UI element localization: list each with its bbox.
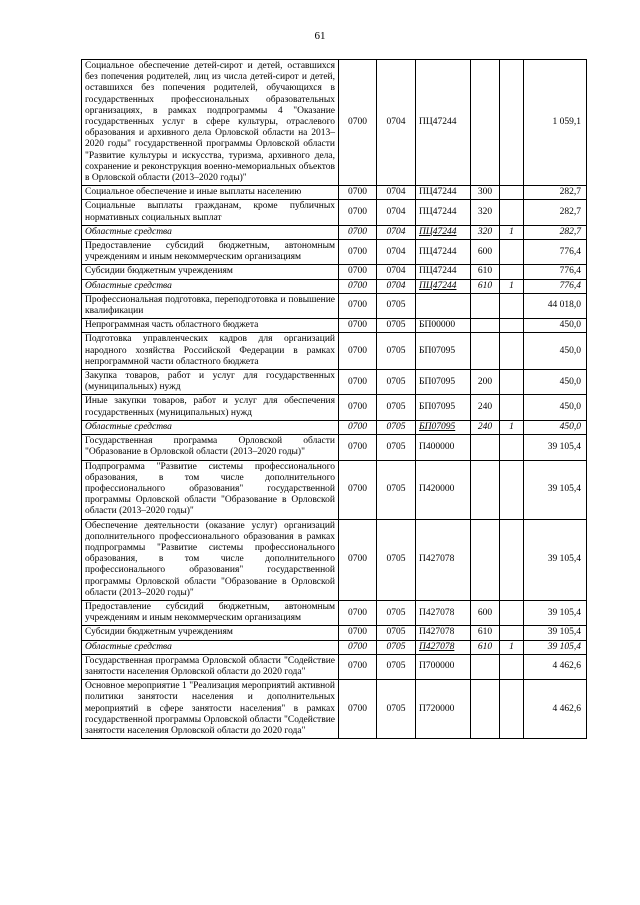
row-amount: 450,0 <box>524 370 587 395</box>
row-subsection: 0704 <box>377 186 416 200</box>
row-expense-type: 610 <box>471 626 500 640</box>
row-subsection: 0705 <box>377 626 416 640</box>
row-source <box>500 680 524 739</box>
row-amount: 450,0 <box>524 420 587 434</box>
row-target: ПЦ47244 <box>416 279 471 293</box>
row-name: Профессиональная подготовка, переподготовка и повышение квалификации <box>82 293 339 318</box>
row-section: 0700 <box>339 200 377 225</box>
row-target: П427078 <box>416 600 471 625</box>
row-subsection: 0705 <box>377 519 416 600</box>
row-source <box>500 460 524 519</box>
row-expense-type: 610 <box>471 640 500 654</box>
row-source <box>500 519 524 600</box>
row-source <box>500 370 524 395</box>
row-section: 0700 <box>339 460 377 519</box>
row-section: 0700 <box>339 519 377 600</box>
row-expense-type <box>471 654 500 679</box>
row-subsection: 0705 <box>377 293 416 318</box>
row-subsection: 0704 <box>377 240 416 265</box>
row-target: ПЦ47244 <box>416 240 471 265</box>
row-expense-type <box>471 319 500 333</box>
row-amount: 450,0 <box>524 333 587 370</box>
row-section: 0700 <box>339 600 377 625</box>
row-amount: 39 105,4 <box>524 435 587 460</box>
row-amount: 39 105,4 <box>524 640 587 654</box>
row-amount: 776,4 <box>524 240 587 265</box>
row-name: Подпрограмма "Развитие системы профессионального образования, в том числе дополнительного профессионального образования" государственной программы Орловской области "Образование в Орловской области (2013–2020 годы)" <box>82 460 339 519</box>
row-amount: 4 462,6 <box>524 680 587 739</box>
page-number: 61 <box>314 30 326 42</box>
row-section: 0700 <box>339 680 377 739</box>
row-section: 0700 <box>339 654 377 679</box>
row-expense-type <box>471 293 500 318</box>
row-section: 0700 <box>339 240 377 265</box>
row-target: П420000 <box>416 460 471 519</box>
row-source <box>500 600 524 625</box>
row-source <box>500 626 524 640</box>
row-subsection: 0705 <box>377 319 416 333</box>
row-expense-type: 300 <box>471 186 500 200</box>
row-expense-type <box>471 460 500 519</box>
row-source <box>500 240 524 265</box>
row-subsection: 0705 <box>377 370 416 395</box>
row-amount: 282,7 <box>524 225 587 239</box>
row-section: 0700 <box>339 186 377 200</box>
row-target: П720000 <box>416 680 471 739</box>
table-row <box>82 240 587 265</box>
row-expense-type: 320 <box>471 200 500 225</box>
row-section: 0700 <box>339 435 377 460</box>
row-source <box>500 293 524 318</box>
table-row <box>82 293 587 318</box>
row-target: БП00000 <box>416 319 471 333</box>
row-section: 0700 <box>339 626 377 640</box>
row-subsection: 0705 <box>377 680 416 739</box>
row-source <box>500 395 524 420</box>
row-name: Социальное обеспечение и иные выплаты населению <box>82 186 339 200</box>
row-amount: 1 059,1 <box>524 60 587 186</box>
table-row <box>82 265 587 279</box>
row-amount: 39 105,4 <box>524 460 587 519</box>
row-expense-type <box>471 680 500 739</box>
row-expense-type: 320 <box>471 225 500 239</box>
table-row <box>82 680 587 739</box>
row-name: Закупка товаров, работ и услуг для государственных (муниципальных) нужд <box>82 370 339 395</box>
row-name: Государственная программа Орловской области "Образование в Орловской области (2013–2020 годы)" <box>82 435 339 460</box>
table-row <box>82 420 587 434</box>
row-source <box>500 186 524 200</box>
row-expense-type: 610 <box>471 279 500 293</box>
row-subsection: 0704 <box>377 225 416 239</box>
row-source <box>500 265 524 279</box>
row-expense-type: 610 <box>471 265 500 279</box>
row-section: 0700 <box>339 60 377 186</box>
row-expense-type: 600 <box>471 600 500 625</box>
table-row <box>82 200 587 225</box>
row-amount: 450,0 <box>524 395 587 420</box>
row-amount: 450,0 <box>524 319 587 333</box>
row-expense-type: 600 <box>471 240 500 265</box>
table-row <box>82 600 587 625</box>
table-row <box>82 333 587 370</box>
row-target: БП07095 <box>416 420 471 434</box>
row-source <box>500 60 524 186</box>
table-row <box>82 460 587 519</box>
table-row <box>82 370 587 395</box>
row-target <box>416 293 471 318</box>
row-name: Областные средства <box>82 279 339 293</box>
row-section: 0700 <box>339 640 377 654</box>
row-expense-type <box>471 333 500 370</box>
row-name: Подготовка управленческих кадров для организаций народного хозяйства Российской Федерации в рамках непрограммной части областного бюджета <box>82 333 339 370</box>
row-source: 1 <box>500 420 524 434</box>
row-amount: 39 105,4 <box>524 626 587 640</box>
row-expense-type <box>471 519 500 600</box>
row-target: ПЦ47244 <box>416 186 471 200</box>
row-amount: 282,7 <box>524 200 587 225</box>
table-row <box>82 319 587 333</box>
row-subsection: 0704 <box>377 265 416 279</box>
row-name: Непрограммная часть областного бюджета <box>82 319 339 333</box>
budget-table-body <box>82 60 587 739</box>
row-source: 1 <box>500 640 524 654</box>
row-section: 0700 <box>339 225 377 239</box>
row-target: ПЦ47244 <box>416 200 471 225</box>
row-source: 1 <box>500 279 524 293</box>
row-expense-type <box>471 435 500 460</box>
row-expense-type: 200 <box>471 370 500 395</box>
row-name: Социальные выплаты гражданам, кроме публичных нормативных социальных выплат <box>82 200 339 225</box>
row-amount: 39 105,4 <box>524 519 587 600</box>
row-amount: 776,4 <box>524 265 587 279</box>
row-name: Основное мероприятие 1 "Реализация мероприятий активной политики занятости населения и дополнительных мероприятий в сфере занятости населения" в рамках государственной программы Орловской области "Содействие занятости населения Орловской области до 2020 года" <box>82 680 339 739</box>
row-expense-type: 240 <box>471 395 500 420</box>
row-amount: 776,4 <box>524 279 587 293</box>
budget-table <box>81 59 587 739</box>
row-section: 0700 <box>339 420 377 434</box>
row-section: 0700 <box>339 265 377 279</box>
row-name: Предоставление субсидий бюджетным, автономным учреждениям и иным некоммерческим организациям <box>82 600 339 625</box>
table-row <box>82 519 587 600</box>
row-expense-type: 240 <box>471 420 500 434</box>
row-target: БП07095 <box>416 333 471 370</box>
row-subsection: 0705 <box>377 420 416 434</box>
row-name: Обеспечение деятельности (оказание услуг) организаций дополнительного профессионального образования в рамках подпрограммы "Развитие системы профессионального образования, в том числе дополнительного профессионального образования" государственной программы Орловской области "Образование в Орловской области (2013–2020 годы)" <box>82 519 339 600</box>
row-subsection: 0704 <box>377 200 416 225</box>
row-target: П700000 <box>416 654 471 679</box>
row-target: П427078 <box>416 640 471 654</box>
row-target: ПЦ47244 <box>416 60 471 186</box>
table-row <box>82 186 587 200</box>
row-target: БП07095 <box>416 395 471 420</box>
row-source <box>500 319 524 333</box>
row-name: Субсидии бюджетным учреждениям <box>82 626 339 640</box>
row-source <box>500 333 524 370</box>
row-subsection: 0705 <box>377 640 416 654</box>
row-target: П427078 <box>416 626 471 640</box>
table-row <box>82 640 587 654</box>
table-row <box>82 395 587 420</box>
row-name: Областные средства <box>82 640 339 654</box>
row-subsection: 0705 <box>377 460 416 519</box>
row-name: Предоставление субсидий бюджетным, автономным учреждениям и иным некоммерческим организациям <box>82 240 339 265</box>
row-section: 0700 <box>339 333 377 370</box>
row-subsection: 0705 <box>377 435 416 460</box>
row-amount: 39 105,4 <box>524 600 587 625</box>
row-target: ПЦ47244 <box>416 225 471 239</box>
row-section: 0700 <box>339 319 377 333</box>
row-section: 0700 <box>339 370 377 395</box>
row-subsection: 0705 <box>377 395 416 420</box>
row-subsection: 0705 <box>377 600 416 625</box>
table-row <box>82 60 587 186</box>
row-amount: 4 462,6 <box>524 654 587 679</box>
row-section: 0700 <box>339 279 377 293</box>
row-target: П400000 <box>416 435 471 460</box>
row-source <box>500 435 524 460</box>
row-source: 1 <box>500 225 524 239</box>
row-target: БП07095 <box>416 370 471 395</box>
row-name: Областные средства <box>82 225 339 239</box>
table-row <box>82 435 587 460</box>
table-row <box>82 225 587 239</box>
row-expense-type <box>471 60 500 186</box>
row-name: Областные средства <box>82 420 339 434</box>
row-source <box>500 654 524 679</box>
row-amount: 44 018,0 <box>524 293 587 318</box>
row-amount: 282,7 <box>524 186 587 200</box>
row-target: ПЦ47244 <box>416 265 471 279</box>
table-row <box>82 626 587 640</box>
row-name: Иные закупки товаров, работ и услуг для обеспечения государственных (муниципальных) нужд <box>82 395 339 420</box>
table-row <box>82 654 587 679</box>
row-target: П427078 <box>416 519 471 600</box>
row-section: 0700 <box>339 395 377 420</box>
row-source <box>500 200 524 225</box>
row-name: Социальное обеспечение детей-сирот и детей, оставшихся без попечения родителей, лиц из числа детей-сирот и детей, оставшихся без попечения родителей, обучающихся в государственных профессиональных образовательных организациях, в рамках подпрограммы 4 "Оказание государственных услуг в сфере культуры, отраслевого образования и архивного дела Орловской области на 2013–2020 годы" государственной программы Орловской области "Развитие культуры и искусства, туризма, архивного дела, сохранение и реконструкция военно-мемориальных объектов в Орловской области (2013–2020 годы)" <box>82 60 339 186</box>
row-name: Государственная программа Орловской области "Содействие занятости населения Орловской области до 2020 года" <box>82 654 339 679</box>
row-subsection: 0705 <box>377 333 416 370</box>
row-subsection: 0705 <box>377 654 416 679</box>
table-row <box>82 279 587 293</box>
row-subsection: 0704 <box>377 279 416 293</box>
row-name: Субсидии бюджетным учреждениям <box>82 265 339 279</box>
row-subsection: 0704 <box>377 60 416 186</box>
row-section: 0700 <box>339 293 377 318</box>
